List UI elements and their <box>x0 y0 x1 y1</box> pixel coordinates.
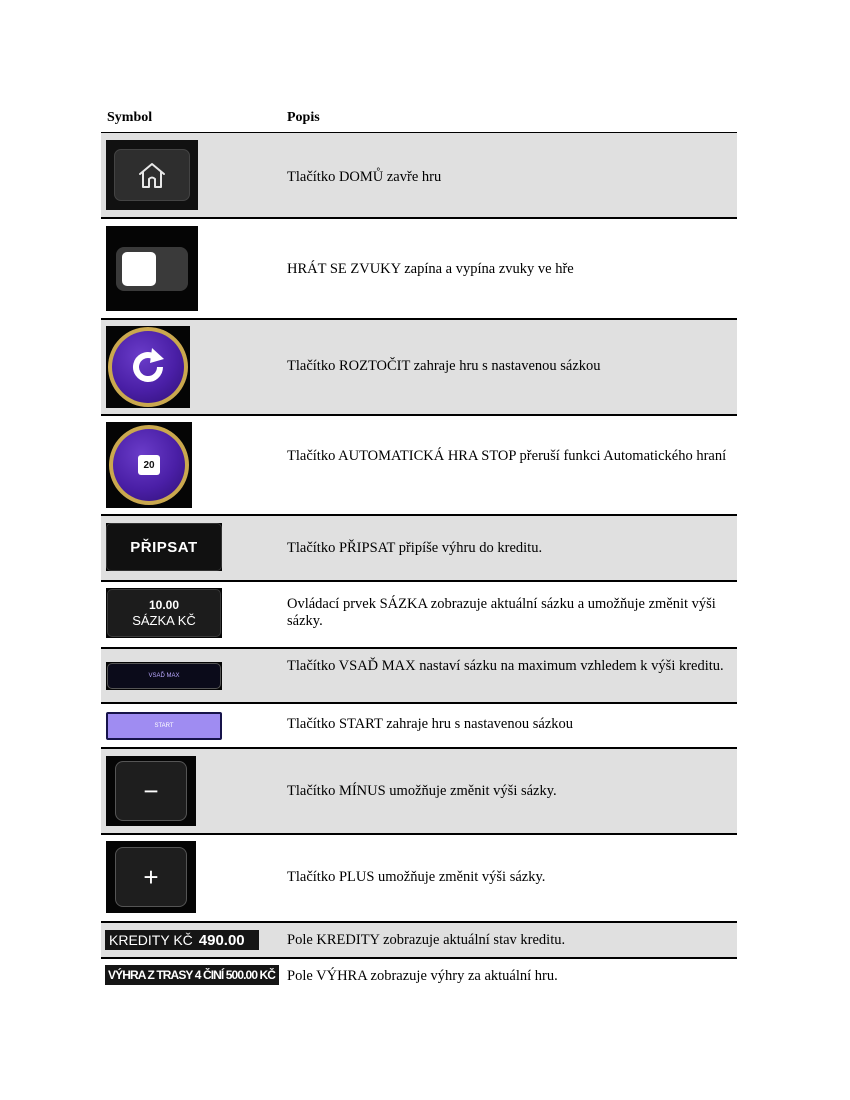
table-row <box>101 749 737 835</box>
collect-button-label: PŘIPSAT <box>106 523 222 571</box>
row-description: Tlačítko MÍNUS umožňuje změnit výši sázky. <box>287 783 557 799</box>
home-icon <box>106 140 198 210</box>
header-description: Popis <box>287 110 320 125</box>
plus-glyph: + <box>115 847 187 907</box>
table-row <box>101 835 737 923</box>
row-description: Tlačítko AUTOMATICKÁ HRA STOP přeruší funkci Automatického hraní <box>287 448 727 464</box>
bet-label: SÁZKA KČ <box>132 613 196 628</box>
table-row <box>101 959 737 995</box>
autoplay-stop-icon <box>106 422 192 508</box>
table-header <box>101 106 737 133</box>
row-description: Tlačítko PŘIPSAT připíše výhru do kreditu. <box>287 540 543 556</box>
row-description: Tlačítko ROZTOČIT zahraje hru s nastavenou sázkou <box>287 358 601 374</box>
header-symbol: Symbol <box>107 110 153 125</box>
credits-field-icon <box>105 930 259 950</box>
table-row <box>101 516 737 582</box>
collect-button-icon <box>106 523 222 571</box>
bet-display-icon <box>106 588 222 638</box>
minus-glyph: − <box>115 761 187 821</box>
minus-icon <box>106 756 196 826</box>
row-description: Tlačítko DOMŮ zavře hru <box>287 169 442 185</box>
win-field-icon: VÝHRA Z TRASY 4 ČINÍ 500.00 KČ <box>105 965 279 985</box>
plus-icon <box>106 841 196 913</box>
row-description: HRÁT SE ZVUKY zapína a vypína zvuky ve hře <box>287 261 574 277</box>
table-row <box>101 133 737 219</box>
table-row <box>101 582 737 649</box>
bet-max-icon <box>106 662 222 690</box>
table-row <box>101 704 737 749</box>
bet-max-label: VSAĎ MAX <box>107 663 221 689</box>
table-row <box>101 320 737 416</box>
row-description: Ovládací prvek SÁZKA zobrazuje aktuální sázku a umožňuje změnit výši sázky. <box>287 596 716 629</box>
table-row <box>101 649 737 704</box>
table-row <box>101 416 737 516</box>
start-icon <box>106 712 222 740</box>
credits-value: 490.00 <box>198 931 245 949</box>
symbol-table <box>101 106 737 995</box>
table-row <box>101 923 737 959</box>
row-description: Tlačítko VSAĎ MAX nastaví sázku na maximum vzhledem k výši kreditu. <box>287 658 724 674</box>
row-description: Pole KREDITY zobrazuje aktuální stav kreditu. <box>287 932 566 948</box>
start-label: START <box>106 712 222 740</box>
sound-toggle-icon <box>106 226 198 311</box>
table-row <box>101 219 737 320</box>
spin-icon <box>106 326 190 408</box>
row-description: Tlačítko PLUS umožňuje změnit výši sázky. <box>287 869 546 885</box>
row-description: Pole VÝHRA zobrazuje výhry za aktuální hru. <box>287 968 558 984</box>
credits-label: KREDITY KČ <box>109 932 193 948</box>
row-description: Tlačítko START zahraje hru s nastavenou sázkou <box>287 716 574 732</box>
autoplay-count: 20 <box>138 455 160 475</box>
bet-value: 10.00 <box>148 598 180 612</box>
